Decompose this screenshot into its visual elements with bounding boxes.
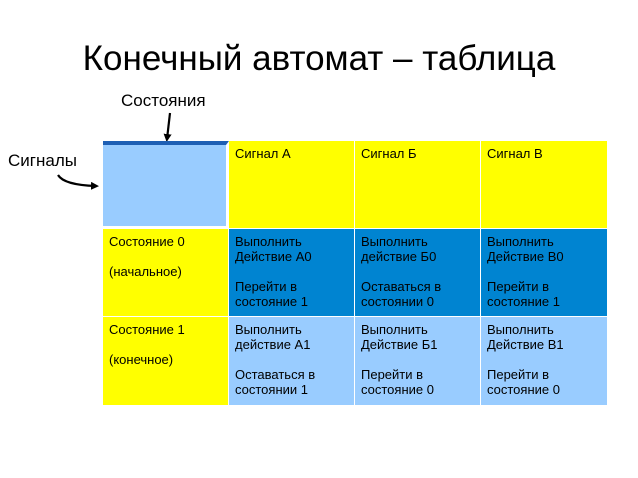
cell-line: Перейти в [487, 367, 550, 382]
header-label: Сигнал В [487, 146, 543, 161]
states-label: Состояния [121, 91, 206, 110]
table-cell [229, 317, 355, 405]
cell-line: Выполнить [361, 234, 428, 249]
cell-line: состояние 0 [487, 382, 560, 397]
table-corner-cell [103, 141, 229, 229]
state-note: (начальное) [109, 264, 182, 279]
cell-line: Действие Б1 [361, 337, 438, 352]
cell-line: Действие А0 [235, 249, 312, 264]
state-name: Состояние 1 [109, 322, 185, 337]
slide-title: Конечный автомат – таблица [82, 39, 556, 78]
table-cell [481, 317, 607, 405]
cell-line: Оставаться в [361, 279, 442, 294]
cell-line: Оставаться в [235, 367, 316, 382]
cell-line: состояние 1 [235, 294, 308, 309]
header-label: Сигнал Б [361, 146, 417, 161]
row-header-state-1 [103, 317, 229, 405]
cell-line: Перейти в [361, 367, 424, 382]
cell-line: Выполнить [487, 234, 554, 249]
row-header-state-0 [103, 229, 229, 317]
header-signal-a [229, 141, 355, 229]
cell-line: действие А1 [235, 337, 311, 352]
cell-line: состояние 0 [361, 382, 434, 397]
table-cell [481, 229, 607, 317]
cell-line: Перейти в [235, 279, 298, 294]
cell-line: Перейти в [487, 279, 550, 294]
cell-line: действие Б0 [361, 249, 437, 264]
cell-line: состояние 1 [487, 294, 560, 309]
cell-line: Действие В0 [487, 249, 564, 264]
table-cell [355, 317, 481, 405]
cell-line: состоянии 0 [361, 294, 434, 309]
signals-label: Сигналы [8, 151, 77, 170]
cell-line: Выполнить [361, 322, 428, 337]
state-note: (конечное) [109, 352, 174, 367]
cell-line: Действие В1 [487, 337, 564, 352]
state-table [103, 141, 607, 405]
state-name: Состояние 0 [109, 234, 185, 249]
header-signal-b [355, 141, 481, 229]
cell-line: состоянии 1 [235, 382, 308, 397]
header-signal-v [481, 141, 607, 229]
header-label: Сигнал А [235, 146, 291, 161]
cell-line: Выполнить [235, 322, 302, 337]
states-arrow-icon [167, 113, 170, 139]
cell-line: Выполнить [487, 322, 554, 337]
table-cell [355, 229, 481, 317]
signals-arrow-icon [58, 175, 96, 186]
table-cell [229, 229, 355, 317]
cell-line: Выполнить [235, 234, 302, 249]
